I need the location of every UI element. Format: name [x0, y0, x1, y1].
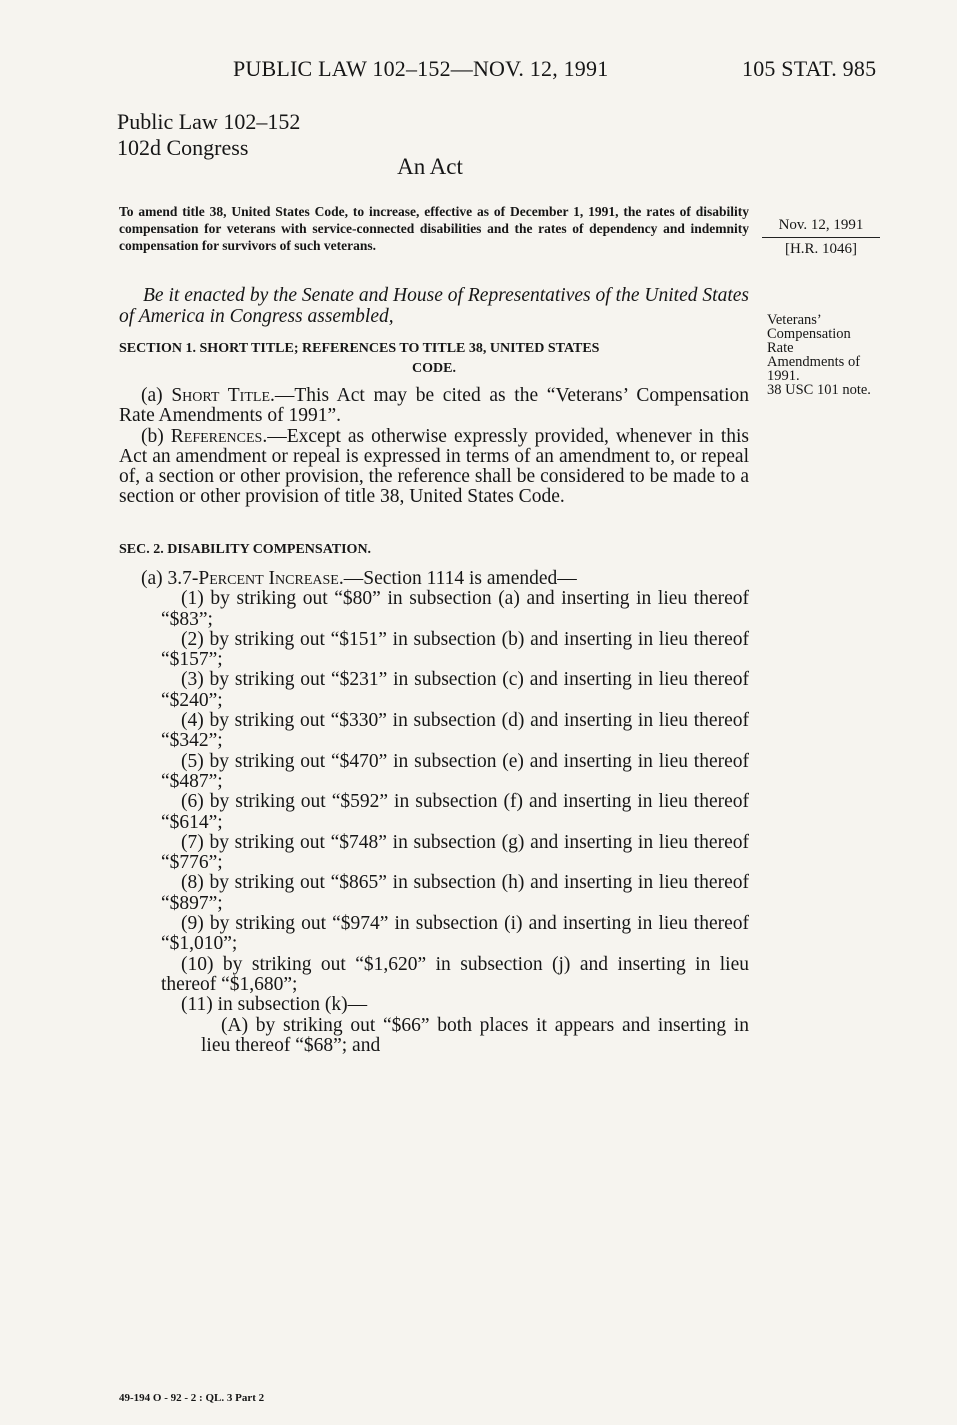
subsection-1a	[119, 386, 749, 427]
running-head-left: PUBLIC LAW 102–152—NOV. 12, 1991	[233, 56, 609, 81]
section-1-body	[119, 386, 749, 508]
margin-note-line: 1991.	[767, 368, 800, 384]
section-2-heading: SEC. 2. DISABILITY COMPENSATION.	[119, 542, 372, 557]
margin-rule	[762, 237, 880, 238]
list-item: (5) by striking out “$470” in subsection (e) and inserting in lieu thereof “$487”;	[161, 750, 749, 792]
list-item: (4) by striking out “$330” in subsection (d) and inserting in lieu thereof “$342”;	[161, 710, 749, 752]
subsection-label: (a) 3.7-	[141, 568, 199, 589]
list-item: (10) by striking out “$1,620” in subsection (j) and inserting in lieu thereof “$1,680”;	[161, 953, 749, 995]
print-footer: 49-194 O - 92 - 2 : QL. 3 Part 2	[119, 1392, 265, 1404]
subsection-2a	[119, 569, 749, 589]
margin-note-line: Amendments of	[767, 354, 861, 370]
list-item: (11) in subsection (k)—	[181, 994, 368, 1016]
list-item: (9) by striking out “$974” in subsection (i) and inserting in lieu thereof “$1,010”;	[161, 913, 749, 955]
subsection-caption: Short Title	[171, 385, 270, 406]
list-item: (7) by striking out “$748” in subsection (g) and inserting in lieu thereof “$776”;	[161, 831, 749, 874]
margin-bill-number: [H.R. 1046]	[784, 241, 858, 257]
margin-note-line: Veterans’	[767, 312, 822, 328]
subsection-label: (a)	[141, 385, 172, 406]
list-item: (8) by striking out “$865” in subsection (h) and inserting in lieu thereof “$897”;	[161, 872, 749, 914]
page-number-stat: 105 STAT. 985	[742, 56, 877, 81]
subsection-1b	[119, 427, 749, 508]
margin-note-line: 38 USC 101 note.	[767, 382, 871, 398]
subsection-label: (b)	[141, 425, 171, 447]
public-law-number: Public Law 102–152	[117, 109, 301, 134]
margin-note-line: Compensation	[767, 326, 851, 342]
section-1-heading-line2: CODE.	[412, 361, 456, 376]
purpose-statement: To amend title 38, United States Code, to increase, effective as of December 1, 1991, the rates of disability compensation for veterans with service-connected disabilities and the rates of dependency and indemnity compensation for survivors of such veterans.	[119, 204, 749, 253]
section-1-heading	[119, 339, 749, 379]
list-item: (1) by striking out “$80” in subsection (a) and inserting in lieu thereof “$83”;	[161, 588, 749, 630]
list-item: (6) by striking out “$592” in subsection (f) and inserting in lieu thereof “$614”;	[161, 791, 749, 833]
margin-notes	[767, 313, 917, 397]
section-1-heading-line1: SECTION 1. SHORT TITLE; REFERENCES TO TITLE 38, UNITED STATES	[119, 341, 600, 356]
list-subitem: (A) by striking out “$66” both places it appears and inserting in lieu thereof “$68”; and	[201, 1014, 749, 1056]
subsection-text: .—Section 1114 is amended—	[338, 568, 577, 589]
subsection-text: .—Except as otherwise expressly provided, whenever in this Act an amendment or repeal is expressed in terms of an amendment to, or repeal of, a section or other provision, the reference shall be considered to be made to a section or other provision of title 38, United States Code.	[119, 425, 749, 508]
subsection-caption: Percent Increase	[198, 568, 339, 589]
subsection-text: .—This Act may be cited as the “Veterans’ Compensation Rate Amendments of 1991”.	[119, 385, 749, 427]
section-2-body	[119, 569, 749, 1056]
congress-number: 102d Congress	[117, 135, 249, 160]
subsection-caption: References	[170, 425, 263, 447]
margin-date: Nov. 12, 1991	[778, 217, 864, 233]
margin-note-line: Rate	[767, 340, 794, 356]
an-act-title: An Act	[397, 154, 463, 179]
list-item: (2) by striking out “$151” in subsection (b) and inserting in lieu thereof “$157”;	[161, 628, 749, 671]
list-item: (3) by striking out “$231” in subsection (c) and inserting in lieu thereof “$240”;	[161, 669, 749, 711]
margin-date-block	[762, 217, 880, 258]
enacting-clause: Be it enacted by the Senate and House of Representatives of the United States of America in Congress assembled,	[119, 285, 749, 327]
